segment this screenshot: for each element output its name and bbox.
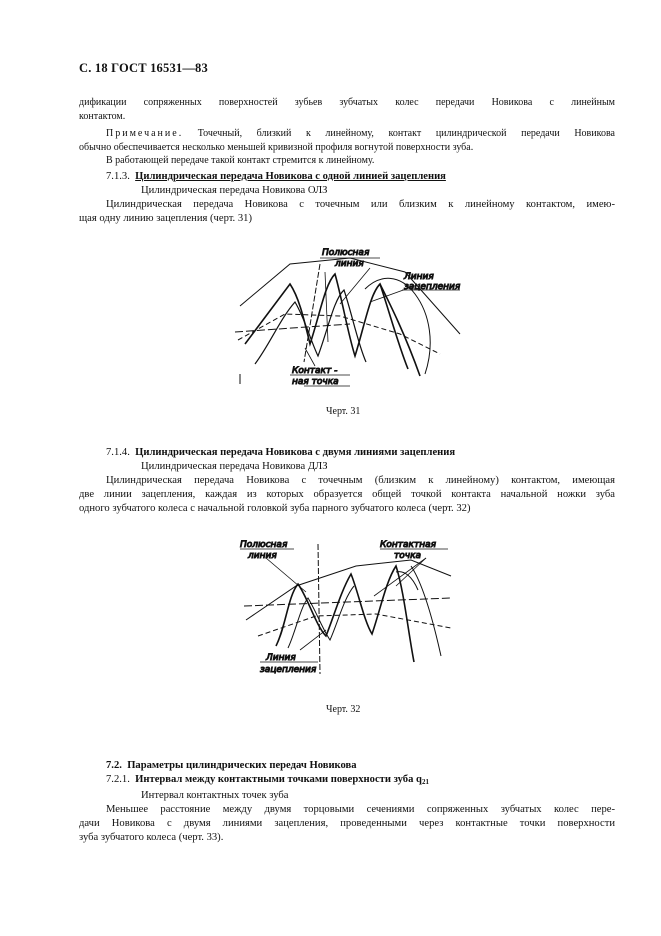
fig32-polus-label-2: линия — [248, 551, 277, 561]
section-title — [135, 774, 429, 785]
figure-31-caption: Черт. 31 — [326, 406, 361, 417]
section-title: Параметры цилиндрических передач Новикова — [127, 760, 357, 771]
figure-31-drawing — [230, 244, 470, 394]
fig32-polus-label-1: Полюсная — [240, 540, 288, 550]
section-title-subscript: 21 — [421, 778, 429, 786]
definition-line-3: одного зубчатого колеса с начальной головкой зуба парного зубчатого колеса (черт. 32) — [79, 503, 471, 514]
section-number: 7.1.3. — [106, 171, 130, 182]
definition-line-1: Цилиндрическая передача Новикова с точечным (близким к линейному) контактом, имеющая — [106, 475, 615, 486]
section-7-1-4 — [79, 446, 615, 516]
note-line-1-text: Точечный, близкий к линейному, контакт цилиндрической передачи Новикова — [183, 128, 615, 139]
fig32-contact-label-1: Контактная — [380, 540, 437, 550]
fig31-line-label-2: зацепления — [404, 282, 461, 292]
section-number: 7.1.4. — [106, 447, 130, 458]
section-number: 7.2.1. — [106, 774, 130, 785]
term: Цилиндрическая передача Новикова ОЛЗ — [141, 185, 328, 196]
section-7-1-3-heading — [79, 170, 615, 184]
definition-line-1: Меньшее расстояние между двумя торцовыми сечениями сопряженных зубчатых колес пере- — [106, 804, 615, 815]
figure-32-drawing — [236, 536, 466, 682]
section-title-text: Интервал между контактными точками поверхности зуба q — [135, 774, 422, 785]
definition-line-3: зуба зубчатого колеса (черт. 33). — [79, 832, 224, 843]
note-label: Примечание. — [106, 128, 184, 139]
definition-line-2: две линии зацепления, каждая из которых образуется общей точкой контакта начальной ножки зуба — [79, 489, 615, 500]
figure-32-caption: Черт. 32 — [326, 704, 361, 715]
intro-line-1: дификации сопряженных поверхностей зубьев зубчатых колес передачи Новикова с линейным — [79, 97, 615, 108]
section-title: Цилиндрическая передача Новикова с одной линией зацепления — [135, 171, 446, 182]
fig31-contact-label-1: Контакт - — [292, 366, 338, 376]
section-7-2-heading — [79, 759, 615, 773]
section-title: Цилиндрическая передача Новикова с двумя линиями зацепления — [135, 447, 456, 458]
section-7-1-3 — [79, 170, 615, 226]
fig31-contact-label-2: ная точка — [292, 377, 339, 387]
section-7-2 — [79, 759, 615, 845]
intro-line-2: контактом. — [79, 110, 126, 122]
definition-line-1: Цилиндрическая передача Новикова с точечным или близким к линейному контактом, имею- — [106, 199, 615, 210]
section-7-2-1-heading — [79, 773, 615, 789]
definition-line-2: дачи Новикова с двумя линиями зацепления, проведенными через контактные точки поверхности — [79, 818, 615, 829]
fig32-line-label-2: зацепления — [260, 665, 317, 675]
definition-line-2: щая одну линию зацепления (черт. 31) — [79, 213, 252, 224]
note-line-1 — [79, 127, 615, 141]
note-paragraph — [79, 127, 615, 168]
intro-paragraph — [79, 96, 615, 123]
section-7-1-4-heading — [79, 446, 615, 460]
section-number: 7.2. — [106, 760, 122, 771]
term: Цилиндрическая передача Новикова ДЛЗ — [141, 461, 328, 472]
term: Интервал контактных точек зуба — [141, 790, 289, 801]
fig31-polus-label-2: линия — [335, 259, 364, 269]
fig32-contact-label-2: точка — [394, 551, 422, 561]
fig32-line-label-1: Линия — [266, 653, 296, 663]
fig31-polus-label-1: Полюсная — [322, 248, 370, 258]
note-line-3: В работающей передаче такой контакт стремится к линейному. — [106, 155, 375, 166]
fig31-line-label-1: Линия — [404, 272, 434, 282]
page-header: С. 18 ГОСТ 16531—83 — [79, 61, 208, 75]
note-line-2: обычно обеспечивается несколько меньшей кривизной профиля вогнутой поверхности зуба. — [79, 141, 474, 153]
